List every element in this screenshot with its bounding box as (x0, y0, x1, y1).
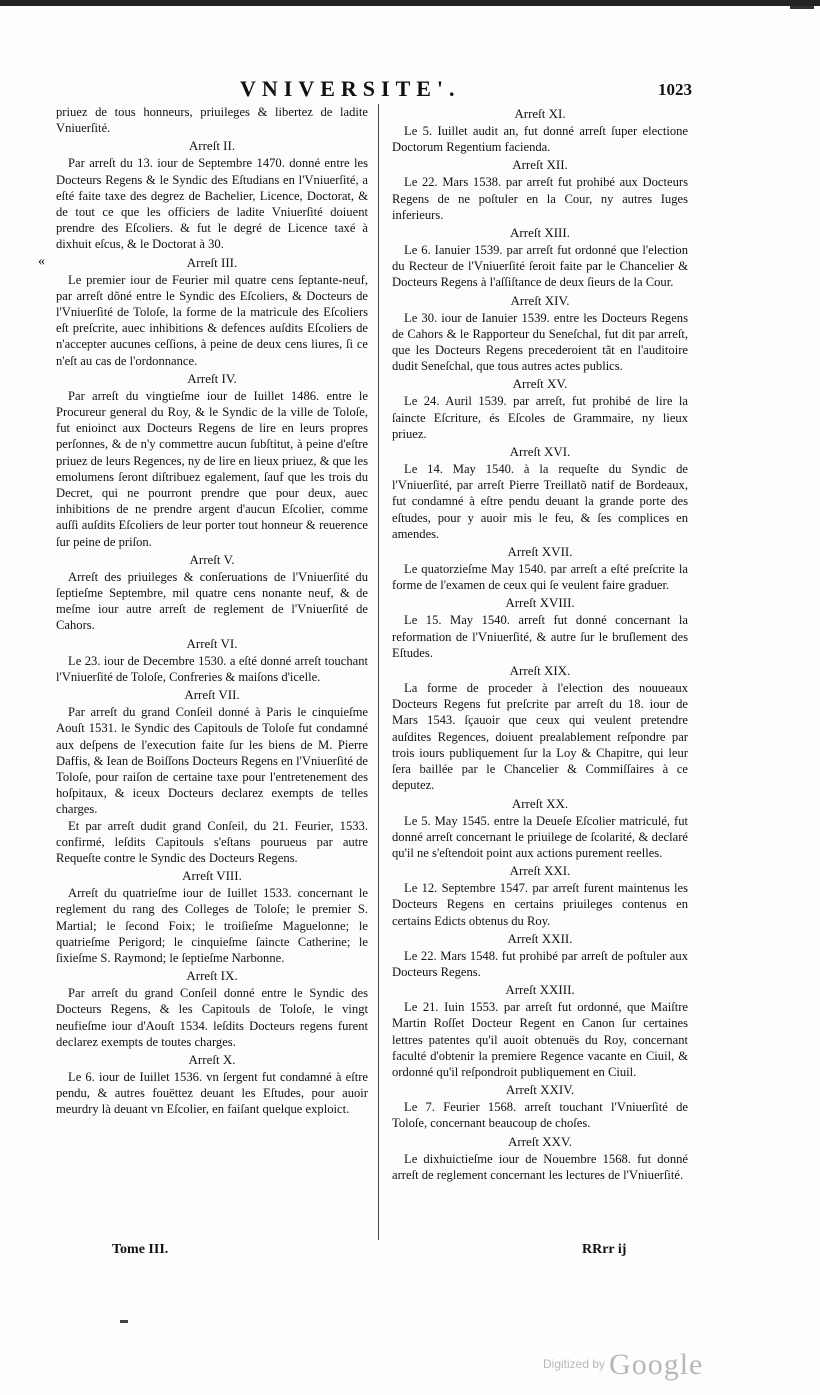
arrest-paragraph: Par arreſt du vingtieſme iour de Iuillet 1486. entre le Procureur general du Roy, & le Syndic de la ville de Toloſe, fut enioinct aux Docteurs Regens de lire en leurs propres perſonnes, & de n'y commettre aucun ſubſtitut, à peine d'eſtre priuez de leurs Regences, ny de lire en lieux priuez, & que les emolumens ſeront diſtribuez egalement, ſauf que les trois du Decret, qui ne pourront prendre que pour deux, auec inhibitions de ne prendre argent d'aucun Eſcolier, comme auſſi auſdits Eſcoliers de leur porter tout honneur & reuerence ſur peine de priſon. (56, 388, 368, 549)
arrest-heading: Arreſt VI. (186, 635, 238, 651)
digitized-watermark (543, 1348, 703, 1382)
arrest-heading: Arreſt XVI. (509, 444, 571, 460)
arrest-paragraph: Le 22. Mars 1548. fut prohibé par arreſt de poſtuler aux Docteurs Regens. (392, 948, 688, 979)
arrest-heading: Arreſt II. (188, 138, 236, 154)
arrest-heading: Arreſt XVIII. (505, 595, 575, 611)
watermark-prefix: Digitized by (543, 1357, 606, 1371)
arrest-heading: Arreſt XII. (512, 157, 568, 173)
right-column (392, 104, 688, 1183)
arrest-paragraph: Arreſt des priuileges & conſeruations de l'Vniuerſité du ſeptieſme Septembre, mil quatre cens nonante neuf, & de meſme iour autre arreſt de reglement de l'Vniuerſité de Cahors. (56, 569, 368, 633)
arrest-paragraph: La forme de proceder à l'election des nouueaux Docteurs Regens fut preſcrite par arreſt du 18. iour de Mars 1543. ſçauoir que ceux qui veulent pretendre auſdites Regences, doiuent prealablement reſpondre par trois iours publiquement ſur la Loy & Chapitre, qui leur ſera baillée par le Chancelier & Commiſſaires à ce deputez. (392, 681, 688, 793)
arrest-heading: Arreſt XXIII. (505, 982, 575, 998)
arrest-paragraph: Le 6. iour de Iuillet 1536. vn ſergent fut condamné à eſtre pendu, & autres fouëttez deuant les Eſtudes, pour auoir meurdry là deuant vn Eſcolier, en faiſant quelque exploict. (56, 1069, 368, 1117)
arrest-paragraph: Par arreſt du grand Conſeil donné à Paris le cinquieſme Aouſt 1531. le Syndic des Capitouls de Toloſe fut condamné aux deſpens de l'execution faite ſur les biens de M. Pierre Daffis, & Iean de Boiſſons Docteurs Regens en l'Vniuerſité de Toloſe, pour raiſon de certaine taxe pour l'entretenement des hoſpitaux, & iceux Docteurs declarez exempts de telles charges. (56, 705, 368, 817)
arrest-heading: Arreſt VII. (184, 687, 240, 703)
arrest-heading: Arreſt XXIV. (505, 1082, 575, 1098)
margin-mark: « (38, 254, 45, 269)
arrest-heading: Arreſt XI. (514, 106, 566, 121)
arrest-paragraph: Le 5. Iuillet audit an, fut donné arreſt ſuper electione Doctorum Regentium facienda. (392, 124, 688, 155)
arrest-paragraph: Le 23. iour de Decembre 1530. a eſté donné arreſt touchant l'Vniuerſité de Toloſe, Confreries & maiſons d'icelle. (56, 653, 368, 684)
arrest-paragraph: Le 30. iour de Ianuier 1539. entre les Docteurs Regens de Cahors & le Rapporteur du Seneſchal, fut dit par arreſt, que les Docteurs Regens precederoient tãt en l'auditoire dudit Seneſchal, que tous autres actes publics. (392, 310, 688, 374)
arrest-paragraph: Arreſt du quatrieſme iour de Iuillet 1533. concernant le reglement du rang des Colleges de Toloſe; le premier S. Martial; le ſecond Foix; le troiſieſme Maguelonne; le quatrieſme Perigord; le cinquieſme ſaincte Catherine; le ſixieſme S. Raymond; le ſeptieſme Narbonne. (56, 886, 368, 965)
arrest-heading: Arreſt X. (188, 1051, 236, 1067)
arrest-paragraph: Le 6. Ianuier 1539. par arreſt fut ordonné que l'election du Recteur de l'Vniuerſité ſeroit faite par le Chancelier & Docteurs Regens à l'aſſiſtance de deux ſieurs de la Cour. (392, 243, 688, 290)
arrest-paragraph: Le 24. Auril 1539. par arreſt, fut prohibé de lire la ſaincte Eſcriture, és Eſcoles de Grammaire, ny lieux priuez. (392, 394, 688, 441)
arrest-heading: Arreſt IX. (186, 968, 238, 984)
arrest-heading: Arreſt XX. (511, 795, 569, 811)
left-intro-paragraph: priuez de tous honneurs, priuileges & libertez de ladite Vniuerſité. (56, 105, 368, 136)
arrest-heading: Arreſt XXV. (507, 1133, 573, 1149)
arrest-paragraph: Le dixhuictieſme iour de Nouembre 1568. fut donné arreſt de reglement concernant les lectures de l'Vniuerſité. (392, 1151, 688, 1182)
arrest-heading: Arreſt XIII. (510, 225, 570, 241)
arrest-heading: Arreſt V. (189, 551, 235, 567)
watermark-brand: Google (609, 1348, 704, 1381)
arrest-heading: Arreſt III. (186, 254, 238, 270)
arrest-heading: Arreſt XXII. (507, 930, 573, 946)
arrest-paragraph: Le 21. Iuin 1553. par arreſt fut ordonné, que Maiſtre Martin Roſſet Docteur Regent en Canon ſur certaines lettres patentes qu'il auoit obtenuës du Roy, concernant faculté d'obtenir la premiere Regence vacante en Ciuil, & ordonné qu'il reſpondroit publiquement en Ciuil. (392, 1000, 688, 1079)
arrest-heading: Arreſt IV. (187, 370, 237, 386)
arrest-paragraph: Le 7. Feurier 1568. arreſt touchant l'Vniuerſité de Toloſe, concernant beaucoup de choſes. (392, 1100, 688, 1131)
tome-label: Tome III. (112, 1242, 169, 1257)
arrest-paragraph: Le premier iour de Feurier mil quatre cens ſeptante-neuf, par arreſt dõné entre le Syndic des Eſcoliers, & Docteurs de l'Vniuerſité de Toloſe, la forme de la matricule des Eſcoliers eſt preſcrite, auec inhibitions & defences auſdits Eſcoliers de n'accepter aucunes ceſſions, à peine de deux cens liures, ſi ce n'eſt au cas de l'ordonnance. (56, 272, 368, 368)
arrest-paragraph: Le 12. Septembre 1547. par arreſt furent maintenus les Docteurs Regens en certains priuileges contenus en certains Edicts obtenus du Roy. (392, 881, 688, 928)
arrest-heading: Arreſt VIII. (182, 868, 242, 884)
stray-ink-mark (120, 1320, 128, 1323)
arrest-heading: Arreſt XIX. (509, 663, 571, 679)
arrest-paragraph: Le 5. May 1545. entre la Deueſe Eſcolier matriculé, fut donné arreſt concernant le priuilege de ſcolarité, & declaré qu'il ne s'eſtendoit point aux actions purement reelles. (392, 813, 688, 860)
arrest-paragraph: Le 22. Mars 1538. par arreſt fut prohibé aux Docteurs Regens de ne poſtuler en la Cour, ny autres Iuges inferieurs. (392, 175, 688, 222)
running-head: VNIVERSITE'. (240, 76, 461, 101)
edge-mark (790, 6, 814, 9)
left-column (56, 104, 368, 1118)
arrest-heading: Arreſt XIV. (510, 292, 570, 308)
arrest-heading: Arreſt XVII. (507, 544, 573, 560)
arrest-paragraph: Le quatorzieſme May 1540. par arreſt a eſté preſcrite la forme de l'examen de ceux qui ſe veulent faire graduer. (392, 562, 688, 593)
arrest-heading: Arreſt XV. (512, 376, 568, 392)
arrest-paragraph: Le 15. May 1540. arreſt fut donné concernant la reformation de l'Vniuerſité, & autre ſur le bruſlement des Eſtudes. (392, 613, 688, 660)
top-edge-rule (0, 0, 820, 6)
arrest-paragraph: Et par arreſt dudit grand Conſeil, du 21. Feurier, 1533. confirmé, leſdits Capitouls s'eſtans pourueus par autre Requeſte contre le Syndic des Docteurs Regens. (56, 818, 368, 865)
signature-mark: RRrr ij (582, 1242, 627, 1257)
arrest-paragraph: Par arreſt du 13. iour de Septembre 1470. donné entre les Docteurs Regens & le Syndic des Eſtudians en l'Vniuerſité, a eſté faite taxe des degrez de Bachelier, Licence, Doctorat, & de tout ce que les officiers de ladite Vniuerſité doiuent prendre des Eſcoliers. & fut le degré de Licence taxé à dixhuit eſcus, & le Doctorat à 30. (56, 156, 368, 252)
column-divider (378, 104, 379, 1240)
arrest-paragraph: Par arreſt du grand Conſeil donné entre le Syndic des Docteurs Regens, & les Capitouls de Toloſe, le vingt neufieſme iour d'Aouſt 1534. leſdits Docteurs regens furent declarez exempts de toutes charges. (56, 986, 368, 1049)
arrest-heading: Arreſt XXI. (509, 863, 571, 879)
page-number: 1023 (658, 80, 692, 99)
arrest-paragraph: Le 14. May 1540. à la requeſte du Syndic de l'Vniuerſité, par arreſt Pierre Treillatõ natif de Bordeaux, fut condamné à eſtre pendu deuant la grande porte des eſtudes, pour y auoir mis le feu, & ſes complices en amendes. (392, 462, 688, 541)
